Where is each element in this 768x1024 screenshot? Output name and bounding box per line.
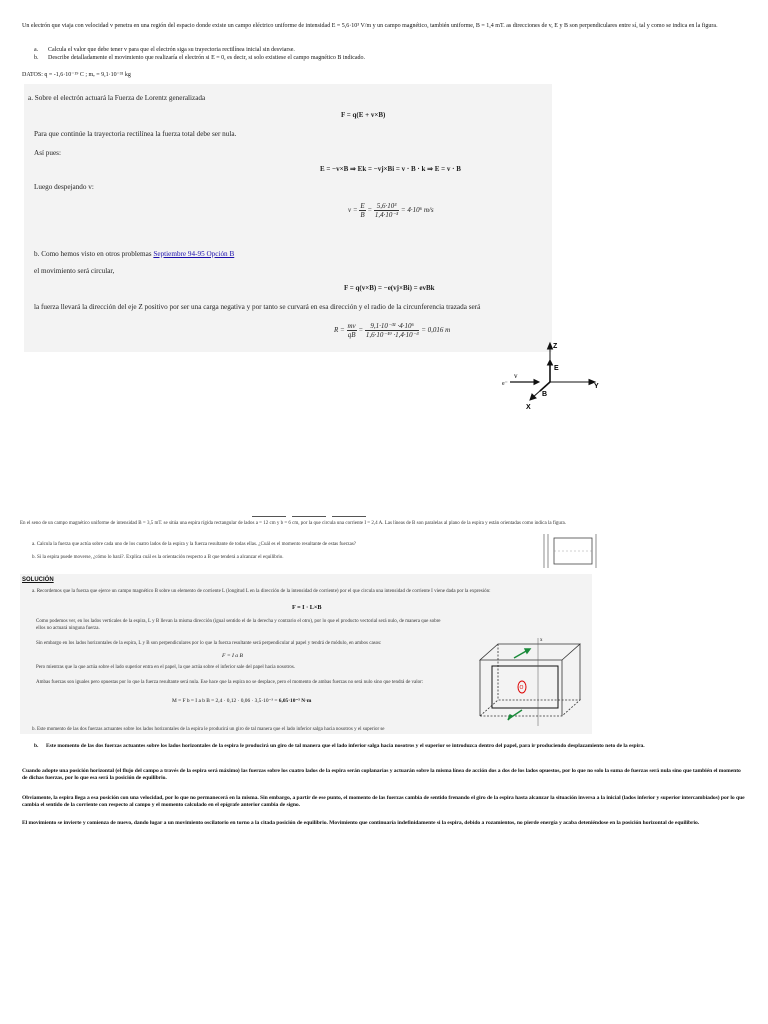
label-electron: e⁻ — [502, 381, 508, 387]
solution2-heading: SOLUCIÓN — [22, 577, 54, 583]
eq-v-den1: B — [360, 211, 365, 219]
bold-paragraph-1: Cuando adopte una posición horizontal (el flujo del campo a través de la espira será máximo) las fuerzas sobre los cuatro lados de la espira serán coplanarias y actuarán sobre la misma línea de acción dos a dos de los lados opuestos, por lo que no solo la suma de fuerzas será nula sino que también el momento de dichas fuerzas, por lo que esa será la posición de equilibrio. — [22, 768, 741, 782]
datos-line: DATOS: q = -1,6·10⁻¹⁹ C ; mₑ = 9,1·10⁻³¹ kg — [22, 72, 131, 78]
solution2-eq3 — [172, 698, 311, 704]
bold-paragraph-2: Obviamente, la espira llega a esa posición con una velocidad, por lo que no permanecerá en la misma. Sin embargo, a partir de ese punto, el momento de las fuerzas cambia de sentido frenando el giro de la espira hasta alcanzar la situación inversa a la inicial (lados inferior y superior intercambiados) por lo que cambia el sentido de la corriente con respecto al campo y el momento calculado en el epígrafe anterior cambia de signo. — [22, 795, 745, 809]
bold-b-marker: b. — [34, 743, 39, 749]
eq-v-num1: E — [360, 202, 365, 210]
solution1-a-line1: Para que continúe la trayectoria rectilínea la fuerza total debe ser nula. — [34, 130, 237, 138]
item-b-marker: b. — [34, 55, 39, 61]
separator-rule-2 — [292, 516, 326, 517]
e-arrowhead — [548, 360, 553, 365]
item-a-marker: a. — [34, 47, 39, 53]
coil-label-o: O — [519, 685, 524, 691]
equation-radius — [334, 322, 450, 339]
vector-label-b: B — [542, 391, 548, 398]
eq-r-frac1 — [347, 322, 357, 339]
solution1-a-line3: Luego despejando v: — [34, 183, 94, 191]
problem2-text: En el seno de un campo magnético uniforme de intensidad B = 3,5 mT. se sitúa una espira rígida rectangular de lados a = 12 cm y b = 6 cm, por la que circula una corriente I = 2,4 A. Las líneas de B son paralelas al plano de la espira y están orientadas como indica la figura. — [20, 521, 567, 526]
vector-label-v: v — [514, 372, 518, 380]
problem1-statement — [22, 22, 748, 30]
solution2-line5: Ambas fuerzas son iguales pero opuestas por lo que la fuerza resultante será nula. Ese hace que la espira no se desplace, pero el momento de ambas fuerzas no será nulo sino que tendrá de valor: — [36, 680, 424, 685]
solution1-b-heading — [34, 250, 234, 259]
item-a-text: Calcula el valor que debe tener v para que el electrón siga su trayectoria rectilínea inicial sin desviarse. — [48, 47, 295, 53]
problem1-item-b — [34, 54, 734, 62]
eq-v-equals: = — [367, 206, 373, 215]
eq-r-result: = 0,016 m — [421, 326, 451, 335]
eq-r-frac2 — [365, 322, 420, 339]
z-arrowhead — [548, 343, 553, 349]
problem2-item-a: a. Calcula la fuerza que actúa sobre cada uno de los cuatro lados de la espira y la fuerza resultante de todas ellas. ¿Cuál es el momento resultante de estas fuerzas? — [32, 542, 357, 547]
eq3-result: 6,05·10⁻⁵ N·m — [278, 698, 312, 704]
axis-label-y: Y — [594, 383, 599, 390]
bold-paragraph-3: El movimiento se invierte y comienza de nuevo, dando lugar a un movimiento oscilatorio en torno a la citada posición de equilibrio. Movimiento que continuaría indefinidamente si la espira, debido a rozamientos, no pierde energía y acaba deteniéndose en la posición horizontal de equilibrio. — [22, 820, 700, 826]
equation-balance: E = −v×B ⇒ Ek = −vj×Bi = v · B · k ⇒ E = v · B — [320, 165, 461, 173]
coil-label-x: x — [540, 638, 543, 643]
solution2-line3: Sin embargo en los lados horizontales de la espira, L y B son perpendiculares por lo que la fuerza resultante será perpendicular al papel y tendrá de módulo, en ambos casos: — [36, 641, 382, 646]
problem1-list — [34, 46, 734, 62]
eq-v-den2: 1,4·10⁻³ — [374, 211, 399, 219]
solution2-line6: b. Este momento de las dos fuerzas actuantes sobre los lados horizontales de la espira le producirá un giro de tal manera que el lado inferior salga hacia nosotros y el superior se — [32, 727, 385, 732]
eq3-expression: M = F b = I a b B = 2,4 · 0,12 · 0,06 · 3,5·10⁻³ = — [172, 698, 278, 704]
coil-loop — [492, 666, 558, 708]
axis-label-x: X — [526, 404, 531, 411]
vector-label-e: E — [554, 365, 559, 372]
solution1-b-line1: el movimiento será circular, — [34, 267, 115, 275]
problem1-text: Un electrón que viaja con velocidad v penetra en una región del espacio donde existe un campo eléctrico uniforme de intensidad E = 5,6·10³ V/m y un campo magnético, también uniforme, B = 1,4 mT. as direcciones de v, E y B son perpendiculares entre sí, tal y como se indica en la figura. — [22, 23, 718, 29]
force-arrowhead-top — [525, 649, 530, 653]
eq-v-result: = 4·10⁶ m/s — [400, 206, 434, 215]
bold-b-text: Este momento de las dos fuerzas actuantes sobre los lados horizontales de la espira le producirá un giro de tal manera que el lado inferior salga hacia nosotros y el superior se introduzca dentro del papel, para ir produciendo desplazamiento neto de la espira. — [46, 743, 645, 749]
solution1-b-line2: la fuerza llevará la dirección del eje Z positivo por ser una carga negativa y por tanto se curvará en esa dirección y el radio de la circunferencia trazada será — [34, 303, 481, 311]
axis-label-z: Z — [553, 343, 558, 350]
separator-rule-3 — [332, 516, 366, 517]
small-coil-figure — [540, 532, 600, 570]
solution1-a-heading: a. Sobre el electrón actuará la Fuerza de Lorentz generalizada — [28, 94, 206, 102]
equation-lorentz: F = q(E + v×B) — [341, 111, 386, 119]
coil-3d-figure — [470, 636, 586, 728]
solution1-a-line2: Así pues: — [34, 149, 61, 157]
link-septiembre[interactable]: Septiembre 94-95 Opción B — [153, 250, 235, 258]
solution2-line4: Pero mientras que la que actúa sobre el lado superior entra en el papel, la que actúa sobre el inferior sale del papel hacia nosotros. — [36, 665, 296, 670]
equation-force: F = q(v×B) = −e(vj×Bi) = evBk — [344, 284, 435, 292]
eq-v-lhs: v = — [348, 206, 358, 215]
problem1-item-a — [34, 46, 734, 54]
solution2-line1: a. Recordemos que la fuerza que ejerce un campo magnético B sobre un elemento de corriente L (longitud L en la dirección de la intensidad de corriente) por el que circula una intensidad de corriente I viene dada por la expresión: — [32, 589, 491, 594]
eq-v-num2: 5,6·10³ — [374, 202, 399, 211]
eq-r-num1: mv — [347, 322, 356, 330]
eq-v-frac1 — [359, 202, 365, 219]
eq-r-den1: qB — [347, 331, 356, 339]
problem2-item-b: b. Si la espira puede moverse, ¿cómo lo hará?. Explica cuál es la orientación respecto a B que tenderá a alcanzar el equilibrio. — [32, 555, 284, 560]
item-b-text: Describe detalladamente el movimiento que realizaría el electrón si E = 0, es decir, si solo existiese el campo magnético B indicado. — [48, 55, 366, 61]
v-arrowhead — [534, 380, 539, 385]
axes-diagram — [500, 338, 610, 418]
b-heading-prefix: b. Como hemos visto en otros problemas — [34, 250, 152, 258]
solution2-line2: Como podemos ver, en los lados verticales de la espira, L y B llevan la misma dirección (igual sentido el de la derecha y contrario el otro), por lo que el producto vectorial será nulo, de manera que sobre ellos no actuará ninguna fuerza. — [36, 619, 441, 631]
eq-r-num2: 9,1·10⁻³¹ ·4·10⁶ — [365, 322, 420, 331]
solution2-eq1: F = I · L×B — [292, 604, 322, 611]
eq-v-frac2 — [374, 202, 399, 219]
solution2-eq2: F = I a B — [222, 653, 243, 659]
bold-item-b — [34, 743, 734, 750]
eq-r-equals: = — [358, 326, 364, 335]
equation-velocity — [348, 202, 434, 219]
b-vector — [540, 382, 550, 391]
eq-r-den2: 1,6·10⁻¹⁹ ·1,4·10⁻³ — [365, 331, 419, 339]
eq-r-lhs: R = — [334, 326, 345, 335]
separator-rule-1 — [252, 516, 286, 517]
coil-top-face — [480, 644, 580, 660]
